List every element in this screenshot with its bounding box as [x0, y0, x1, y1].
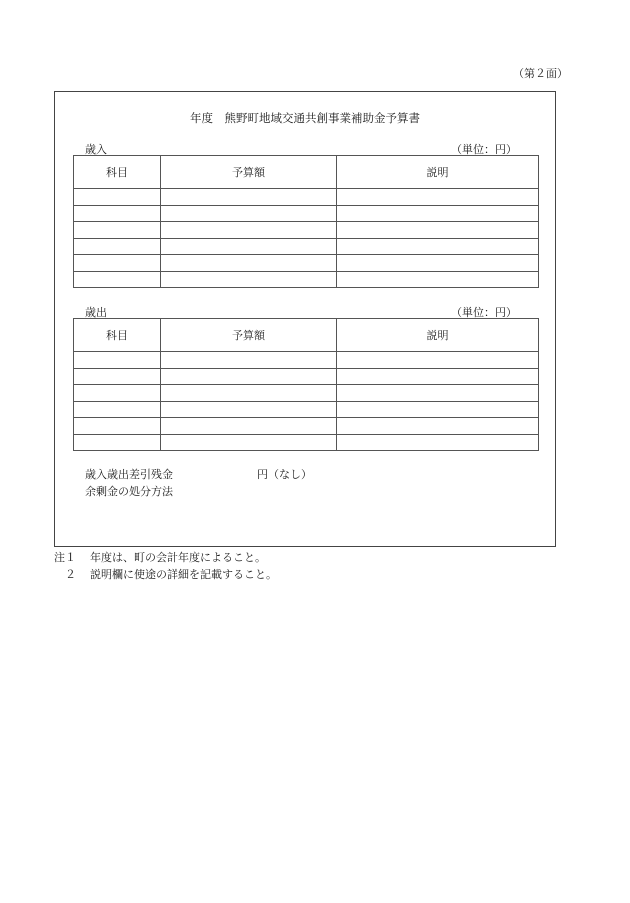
- income-table: [73, 155, 539, 288]
- amount-cell[interactable]: [161, 352, 337, 369]
- income-header-description: 説明: [337, 156, 539, 189]
- description-cell[interactable]: [337, 401, 539, 418]
- description-cell[interactable]: [337, 385, 539, 402]
- income-section-label: 歳入: [85, 143, 107, 156]
- table-row: [74, 189, 539, 206]
- balance-label: 歳入歳出差引残金: [85, 468, 173, 481]
- expenditure-header-amount: 予算額: [161, 319, 337, 352]
- amount-cell[interactable]: [161, 385, 337, 402]
- expenditure-table: [73, 318, 539, 451]
- amount-cell[interactable]: [161, 222, 337, 239]
- note-2-text: 説明欄に使途の詳細を記載すること。: [90, 568, 277, 581]
- note-1-marker: 注１: [54, 551, 76, 564]
- item-cell[interactable]: [74, 385, 161, 402]
- item-cell[interactable]: [74, 352, 161, 369]
- expenditure-unit-label: （単位：円）: [451, 306, 517, 319]
- amount-cell[interactable]: [161, 401, 337, 418]
- table-row: [74, 385, 539, 402]
- item-cell[interactable]: [74, 401, 161, 418]
- income-header-item: 科目: [74, 156, 161, 189]
- item-cell[interactable]: [74, 368, 161, 385]
- description-cell[interactable]: [337, 189, 539, 206]
- income-header-amount: 予算額: [161, 156, 337, 189]
- table-row: [74, 238, 539, 255]
- amount-cell[interactable]: [161, 205, 337, 222]
- note-1-text: 年度は、町の会計年度によること。: [90, 551, 266, 564]
- item-cell[interactable]: [74, 238, 161, 255]
- note-2: [54, 566, 277, 582]
- table-row: [74, 205, 539, 222]
- table-row: [74, 418, 539, 435]
- table-row: [74, 368, 539, 385]
- amount-cell[interactable]: [161, 255, 337, 272]
- description-cell[interactable]: [337, 255, 539, 272]
- note-1: [54, 549, 266, 565]
- description-cell[interactable]: [337, 434, 539, 451]
- amount-cell[interactable]: [161, 189, 337, 206]
- table-row: [74, 222, 539, 239]
- description-cell[interactable]: [337, 271, 539, 288]
- form-title: 年度 熊野町地域交通共創事業補助金予算書: [190, 111, 420, 125]
- income-unit-label: （単位：円）: [451, 143, 517, 156]
- budget-form-frame: [54, 91, 556, 547]
- item-cell[interactable]: [74, 418, 161, 435]
- amount-cell[interactable]: [161, 434, 337, 451]
- amount-cell[interactable]: [161, 271, 337, 288]
- item-cell[interactable]: [74, 255, 161, 272]
- item-cell[interactable]: [74, 434, 161, 451]
- surplus-disposal-label: 余剰金の処分方法: [85, 485, 173, 498]
- page-number-label: （第２面）: [513, 67, 568, 80]
- item-cell[interactable]: [74, 189, 161, 206]
- table-row: [74, 401, 539, 418]
- description-cell[interactable]: [337, 368, 539, 385]
- note-2-marker: ２: [54, 568, 76, 581]
- expenditure-header-item: 科目: [74, 319, 161, 352]
- description-cell[interactable]: [337, 222, 539, 239]
- description-cell[interactable]: [337, 418, 539, 435]
- amount-cell[interactable]: [161, 368, 337, 385]
- description-cell[interactable]: [337, 238, 539, 255]
- table-row: [74, 434, 539, 451]
- description-cell[interactable]: [337, 205, 539, 222]
- amount-cell[interactable]: [161, 238, 337, 255]
- table-row: [74, 255, 539, 272]
- item-cell[interactable]: [74, 271, 161, 288]
- table-row: [74, 271, 539, 288]
- expenditure-section-label: 歳出: [85, 306, 107, 319]
- balance-value: 円（なし）: [257, 468, 312, 481]
- item-cell[interactable]: [74, 222, 161, 239]
- expenditure-header-row: [74, 319, 539, 352]
- description-cell[interactable]: [337, 352, 539, 369]
- income-header-row: [74, 156, 539, 189]
- item-cell[interactable]: [74, 205, 161, 222]
- table-row: [74, 352, 539, 369]
- expenditure-header-description: 説明: [337, 319, 539, 352]
- amount-cell[interactable]: [161, 418, 337, 435]
